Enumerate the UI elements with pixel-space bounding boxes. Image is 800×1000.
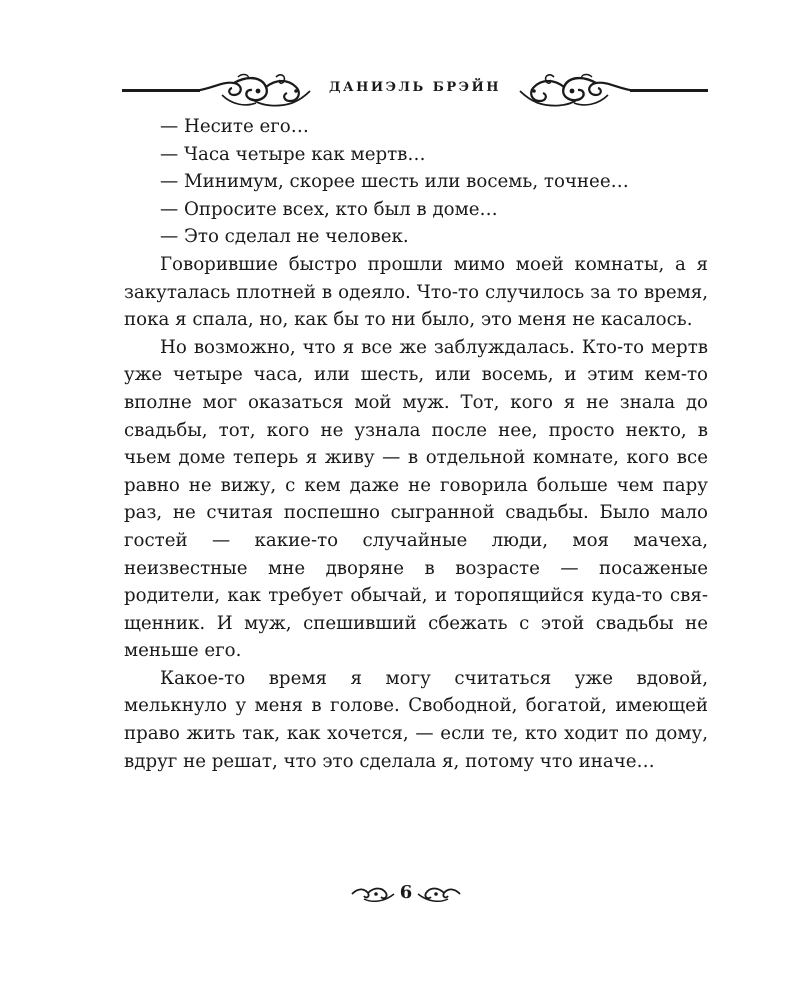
running-header: [122, 70, 708, 110]
page-folio: [336, 880, 476, 908]
flourish-ornament-left-icon: [192, 73, 312, 109]
body-text: [124, 113, 708, 775]
paragraph: Но возможно, что я все же заблуждалась. Кто-то мертв уже четыре часа, или шесть, или восемь, и этим кем-то вполне мог оказаться мой муж. Тот, кого я не знала до свадьбы, тот, кого не узнала после нее, просто некто, в чьем доме теперь я живу — в отдельной комнате, кого все равно не вижу, с кем даже не говорила больше чем пару раз, не считая поспешно сыгранной свадьбы. Было мало гостей — какие-то случайные люди, моя мачеха, неизвестные мне дворяне в возрасте — посаженые родители, как требует обычай, и торопящийся куда-то священник. И муж, спешивший сбежать с этой свадьбы не меньше его.: [124, 336, 708, 662]
dialog-line: — Минимум, скорее шесть или восемь, точнее…: [160, 171, 629, 193]
paragraph: Какое-то время я могу считаться уже вдовой, мелькнуло у меня в голове. Свободной, богатой, имеющей право жить так, как хочется, — если те, кто ходит по дому, вдруг не решат, что это сделала я, потому что иначе…: [124, 667, 708, 772]
header-rule-right: [630, 89, 708, 92]
dialog-line: — Это сделал не человек.: [160, 226, 409, 248]
folio-ornament-left-icon: [350, 885, 396, 903]
paragraph: Говорившие быстро прошли мимо моей комнаты, а я закуталась плотней в одеяло. Что-то случилось за то время, пока я спала, но, как бы то ни было, это меня не касалось.: [124, 253, 708, 331]
folio-ornament-right-icon: [416, 885, 462, 903]
dialog-line: — Часа четыре как мертв…: [160, 143, 426, 165]
dialog-line: — Несите его…: [160, 116, 309, 137]
dialog-line: — Опросите всех, кто был в доме…: [160, 198, 498, 220]
page-number: 6: [399, 882, 413, 903]
flourish-ornament-right-icon: [518, 73, 638, 109]
running-title: ДАНИЭЛЬ БРЭЙН: [328, 80, 502, 95]
header-rule-left: [122, 89, 200, 92]
